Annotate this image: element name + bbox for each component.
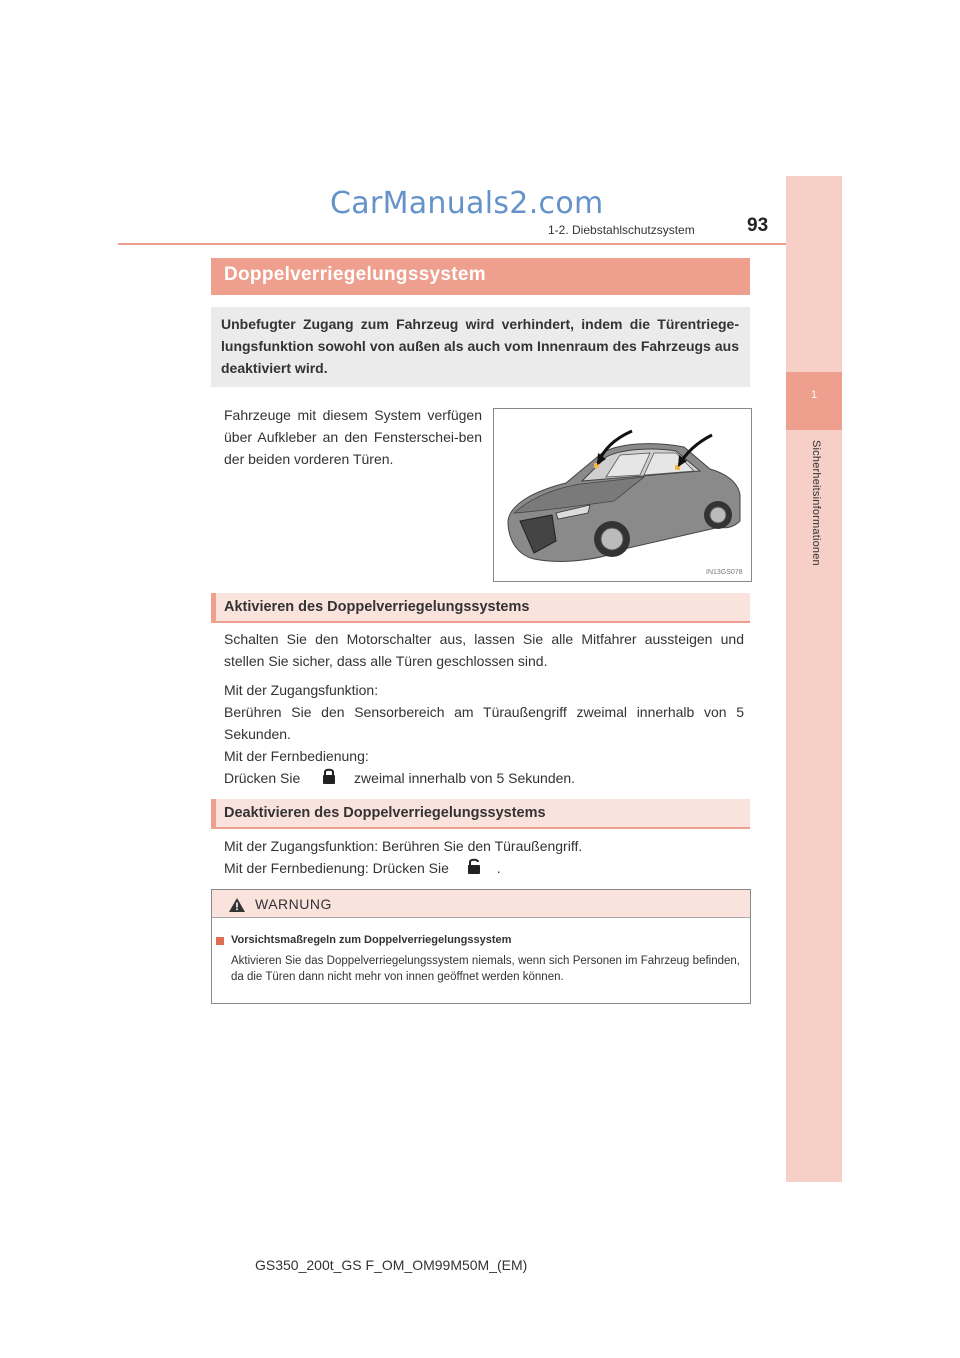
warning-triangle-icon [228,897,246,918]
activate-access-label: Mit der Zugangsfunktion: [224,682,379,698]
chapter-label-text: Sicherheitsinformationen [810,440,822,566]
page-number: 93 [747,215,769,236]
warning-body: Aktivieren Sie das Doppelverriegelungssystem niemals, wenn sich Personen im Fahrzeug befinden, da die Türen dann nicht mehr von innen geöffnet werden können. [231,955,740,983]
lock-icon [322,767,336,791]
watermark-link[interactable]: CarManuals2.com [330,186,604,221]
header-divider [118,243,786,245]
deactivate-access-line: Mit der Zugangsfunktion: Berühren Sie den Türaußengriff. [224,838,583,854]
activate-access-action: Berühren Sie den Sensorbereich am Türaußengriff zweimal innerhalb von 5 Sekunden. [224,704,744,742]
description-text: Fahrzeuge mit diesem System verfügen über Aufkleber an den Fensterschei-ben der beiden vorderen Türen. [224,407,482,467]
figure-code: IN13GS078 [706,569,743,576]
section-breadcrumb: 1-2. Diebstahlschutzsystem [548,223,695,237]
activate-remote-action [224,767,744,791]
unlock-icon [467,857,481,881]
chapter-tab[interactable] [786,372,842,430]
chapter-number: 1 [810,389,818,401]
deactivate-remote-line [224,857,744,881]
intro-text: Unbefugter Zugang zum Fahrzeug wird verhindert, indem die Türentriege-lungsfunktion sowohl von außen als auch vom Innenraum des Fahrzeugs aus deaktiviert wird. [221,316,739,376]
activate-press-prefix: Drücken Sie [224,770,301,786]
deactivate-heading-marker [211,799,216,829]
car-drawing [494,409,751,581]
deactivate-press-suffix: . [496,860,501,876]
warning-title: WARNUNG [255,896,332,912]
car-illustration [493,408,752,582]
activate-instruction: Schalten Sie den Motorschalter aus, lassen Sie alle Mitfahrer aussteigen und stellen Sie sicher, dass alle Türen geschlossen sind. [224,631,744,669]
page-title: Doppelverriegelungssystem [224,264,486,285]
bullet-square-icon [216,937,224,945]
chapter-label [786,440,842,590]
deactivate-press-prefix: Mit der Fernbedienung: Drücken Sie [224,860,449,876]
warning-heading: Vorsichtsmaßregeln zum Doppelverriegelungssystem [231,934,512,946]
activate-remote-label: Mit der Fernbedienung: [224,748,369,764]
deactivate-heading: Deaktivieren des Doppelverriegelungssystems [224,805,546,821]
activate-heading-marker [211,593,216,623]
activate-press-suffix: zweimal innerhalb von 5 Sekunden. [354,770,576,786]
document-footer: GS350_200t_GS F_OM_OM99M50M_(EM) [255,1257,528,1273]
side-chapter-strip [786,176,842,1182]
activate-heading: Aktivieren des Doppelverriegelungssystems [224,599,530,615]
